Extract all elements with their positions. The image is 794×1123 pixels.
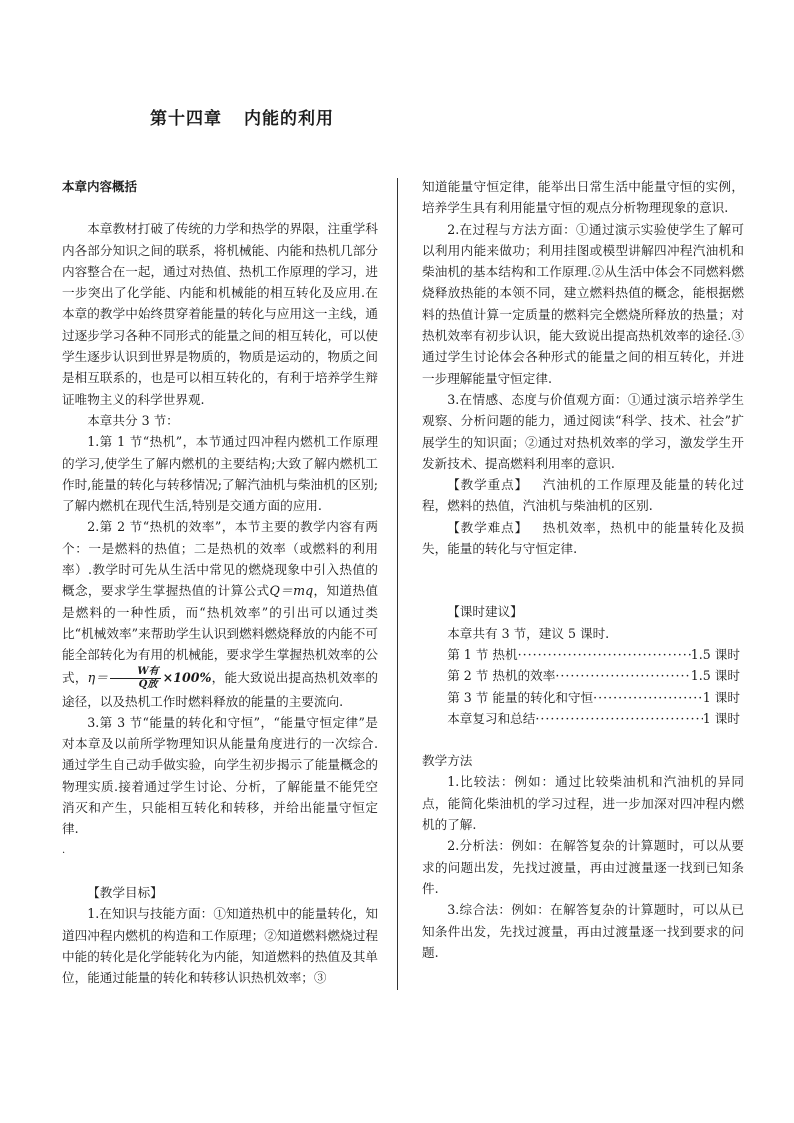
left-column [62,176,378,988]
leader-dots [518,644,691,665]
goal-1-continued: 知道能量守恒定律，能举出日常生活中能量守恒的实例，培养学生具有利用能量守恒的观点分析物理现象的意识. [422,179,744,216]
section-2-text-b: ，知道热值是燃料的一种性质，而“热机效率”的引出可以通过类比“机械效率”来帮助学生认识到燃料燃烧释放的内能不可能全部转化为有用的机械能，要求学生掌握热机效率的公式， [62,583,378,685]
schedule-hours: 1.5 课时 [690,668,740,684]
section-2-text-c: ，能大致说出提高热机效率的途径，以及热机工作时燃料释放的能量的主要流向. [62,669,378,709]
method-analysis: 2.分析法：例如：在解答复杂的计算题时，可以从要求的问题出发，先找过渡量，再由过渡量逐一找到已知条件. [422,838,744,896]
goal-1-knowledge: 1.在知识与技能方面：①知道热机中的能量转化，知道四冲程内燃机的构造和工作原理；②知道燃料燃烧过程中能的转化是化学能转化为内能，知道燃料的热值及其单位，能通过能量的转化和转移认识热机效率；③ [62,906,378,986]
goals-heading: 【教学目标】 [87,884,163,900]
schedule-row [447,708,740,729]
method-compare: 1.比较法：例如：通过比较柴油机和汽油机的异同点，能简化柴油机的学习过程，进一步加深对四冲程内燃机的了解. [422,774,744,833]
summary-paragraph: 本章教材打破了传统的力学和热学的界限，注重学科内各部分知识之间的联系，将机械能、内能和热机几部分内容整合在一起，通过对热值、热机工作原理的学习，进一步突出了化学能、内能和机械能的相互转化及应用.在本章的教学中始终贯穿着能量的转化与应用这一主线，通过逐步学习各种不同形式的能量之间的相互转化，可以使学生逐步认识到世界是物质的，物质是运动的，物质之间是相互联系的，也是可以相互转化的，有利于培养学生辩证唯物主义的科学世界观. [62,221,378,407]
schedule-label: 本章复习和总结 [447,710,536,726]
method-synthesis: 3.综合法：例如：在解答复杂的计算题时，可以从已知条件出发，先找过渡量，再由过渡量逐一找到要求的问题. [422,902,744,960]
leader-dots [593,687,703,708]
hours-heading: 【课时建议】 [447,604,523,620]
schedule-hours: 1 课时 [702,689,740,705]
stray-dot: . [62,844,66,856]
schedule-label: 第 2 节 热机的效率 [447,668,556,684]
goal-3-attitude: 3.在情感、态度与价值观方面：①通过演示培养学生观察、分析问题的能力，通过阅读“科学、技术、社会”扩展学生的知识面；②通过对热机效率的学习，激发学生开发新技术、提高燃料利用率的意识. [422,391,744,471]
chapter-number: 第十四章 [150,109,222,129]
schedule-label: 第 3 节 能量的转化和守恒 [447,689,594,705]
right-column [422,176,744,963]
difficult-points [422,517,744,560]
schedule-hours: 1 课时 [702,710,740,726]
section-1-description: 1.第 1 节“热机”，本节通过四冲程内燃机工作原理的学习,使学生了解内燃机的主要结构;大致了解内燃机工作时,能量的转化与转移情况;了解汽油机与柴油机的区别;了解内燃机在现代生活,特别是交通方面的应用. [62,434,378,514]
method-heading: 教学方法 [422,753,473,769]
difficult-points-text: 热机效率，热机中的能量转化及损失，能量的转化与守恒定律. [422,519,745,557]
difficult-points-label: 【教学难点】 [447,519,529,535]
goal-2-process: 2.在过程与方法方面：①通过演示实验使学生了解可以利用内能来做功；利用挂图或模型讲解四冲程汽油机和柴油机的基本结构和工作原理.②从生活中体会不同燃料燃烧释放热能的本领不同，建立燃料热值的概念，能根据燃料的热值计算一定质量的燃料完全燃烧所释放的热量；对热机效率有初步认识，能大致说出提高热机效率的途径.③通过学生讨论体会各种形式的能量之间的相互转化，并进一步理解能量守恒定律. [422,221,744,386]
schedule-hours: 1.5 课时 [690,646,740,662]
leader-dots [555,665,690,686]
schedule-row [447,644,740,665]
section-2-text-a: 2.第 2 节“热机的效率”，本节主要的教学内容有两个：一是燃料的热值；二是热机的效率（或燃料的利用率）.教学时可先从生活中常见的燃烧现象中引入热值的概念，要求学生掌握热值的计算公式 [62,519,378,599]
schedule-row [447,665,740,686]
chapter-title [0,104,484,129]
heat-value-formula: Q＝mq [269,583,314,599]
section-2-description [62,516,378,711]
hours-intro: 本章共有 3 节，建议 5 课时. [447,625,610,641]
eta-symbol: η [87,669,96,685]
efficiency-formula: η＝ $\frac{\text{W有}}{\text{Q放}}$ ×100% [87,665,212,690]
percent-factor: ×100% [162,669,212,685]
efficiency-fraction [110,666,160,691]
summary-heading: 本章内容概括 [62,179,138,194]
sections-intro: 本章共分 3 节： [87,412,179,428]
fraction-numerator: W有 [110,666,160,679]
column-divider [397,178,398,990]
key-points-label: 【教学重点】 [447,477,529,493]
fraction-denominator: Q放 [138,678,158,690]
leader-dots [535,708,702,729]
schedule-list [422,644,744,729]
chapter-name: 内能的利用 [244,109,334,129]
schedule-row [447,687,740,708]
schedule-label: 第 1 节 热机 [447,646,518,662]
key-points [422,474,744,517]
key-points-text: 汽油机的工作原理及能量的转化过程，燃料的热值，汽油机与柴油机的区别. [422,477,745,514]
section-3-description: 3.第 3 节“能量的转化和守恒”，“能量守恒定律”是对本章及以前所学物理知识从能量角度进行的一次综合.通过学生自己动手做实验，向学生初步揭示了能量概念的物理实质.接着通过学生讨论、分析，了解能量不能凭空消灭和产生，只能相互转化和转移，并给出能量守恒定律. [62,714,378,837]
